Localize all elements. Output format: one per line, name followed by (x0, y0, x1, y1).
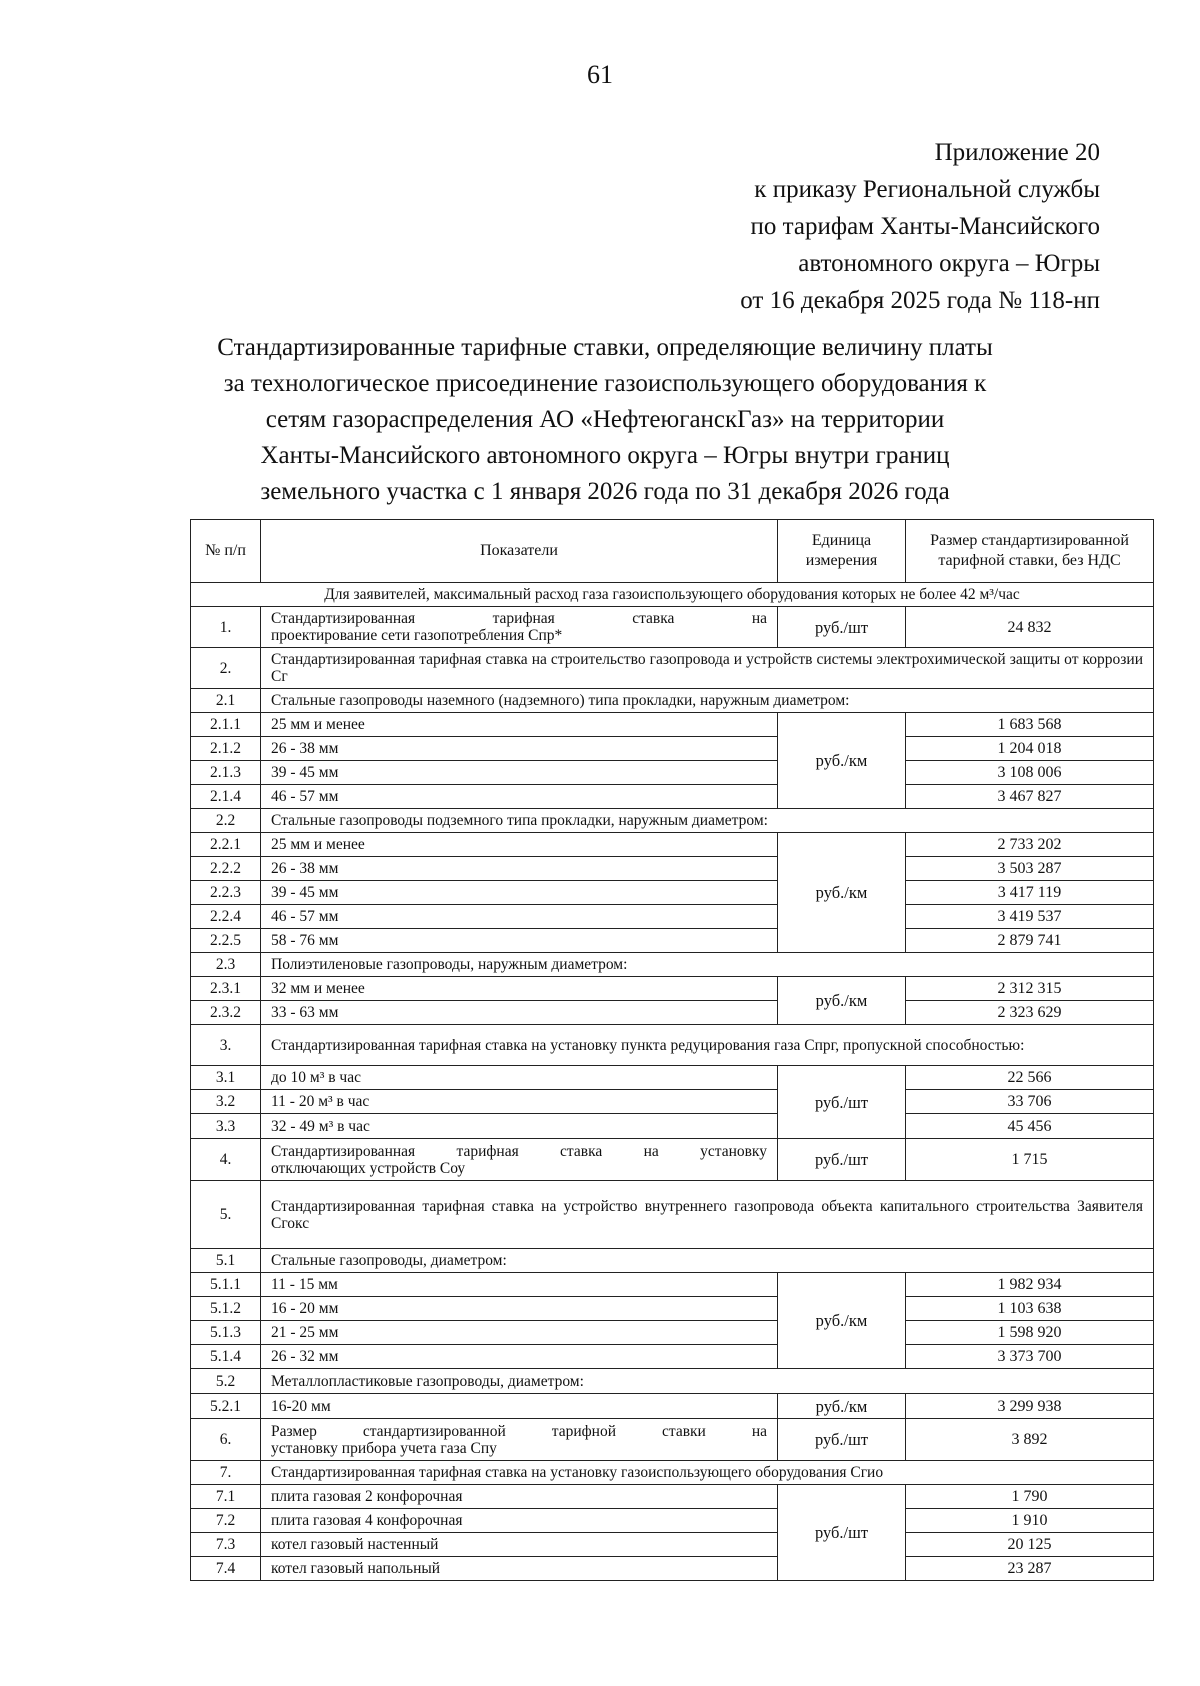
row-unit: руб./км (778, 1394, 906, 1419)
indicator-line: Размер стандартизированной тарифной ставки на (271, 1422, 767, 1440)
row-indicator: 16 - 20 мм (261, 1297, 778, 1321)
row-indicator: 33 - 63 мм (261, 1001, 778, 1025)
row-value: 3 419 537 (906, 905, 1154, 929)
row-unit: руб./км (778, 833, 906, 953)
indicator-line: Стандартизированная тарифная ставка на (271, 610, 767, 627)
indicator-line: Стандартизированная тарифная ставка на установку (271, 1142, 767, 1160)
header-unit (778, 520, 906, 583)
table-row (191, 977, 1154, 1001)
row-number: 6. (191, 1419, 261, 1461)
row-value: 2 312 315 (906, 977, 1154, 1001)
row-unit: руб./км (778, 977, 906, 1025)
row-value: 22 566 (906, 1066, 1154, 1090)
table-row (191, 881, 1154, 905)
row-indicator: котел газовый напольный (261, 1557, 778, 1581)
title-line: Ханты-Мансийского автономного округа – Югры внутри границ (260, 442, 950, 469)
row-value: 1 683 568 (906, 713, 1154, 737)
row-indicator: Стальные газопроводы, диаметром: (261, 1249, 1154, 1273)
row-value: 1 982 934 (906, 1273, 1154, 1297)
table-row (191, 857, 1154, 881)
appendix-line: от 16 декабря 2025 года № 118-нп (740, 287, 1100, 314)
row-indicator: 25 мм и менее (261, 713, 778, 737)
row-unit: руб./шт (778, 1419, 906, 1461)
row-indicator (261, 1139, 778, 1181)
row-number: 2.1.4 (191, 785, 261, 809)
row-number: 2.1 (191, 689, 261, 713)
table-row (191, 1533, 1154, 1557)
row-indicator: 26 - 32 мм (261, 1345, 778, 1369)
row-indicator: 16-20 мм (261, 1394, 778, 1419)
indicator-line: проектирование сети газопотребления Cпр* (271, 627, 563, 644)
row-number: 2.3 (191, 953, 261, 977)
table-row (191, 1321, 1154, 1345)
row-value: 3 503 287 (906, 857, 1154, 881)
row-indicator: 26 - 38 мм (261, 857, 778, 881)
table-row (191, 1297, 1154, 1321)
table-row (191, 1001, 1154, 1025)
row-number: 7. (191, 1461, 261, 1485)
row-number: 5. (191, 1181, 261, 1249)
row-value: 33 706 (906, 1090, 1154, 1114)
table-row (191, 1181, 1154, 1249)
table-row (191, 607, 1154, 648)
row-value: 1 103 638 (906, 1297, 1154, 1321)
row-value: 1 790 (906, 1485, 1154, 1509)
row-indicator: 11 - 20 м³ в час (261, 1090, 778, 1114)
row-unit: руб./шт (778, 1139, 906, 1181)
appendix-line: автономного округа – Югры (798, 250, 1100, 277)
row-indicator: до 10 м³ в час (261, 1066, 778, 1090)
row-indicator: 32 мм и менее (261, 977, 778, 1001)
table-row (191, 713, 1154, 737)
row-indicator: Стальные газопроводы подземного типа прокладки, наружным диаметром: (261, 809, 1154, 833)
row-indicator: 26 - 38 мм (261, 737, 778, 761)
table-row (191, 761, 1154, 785)
row-value: 3 467 827 (906, 785, 1154, 809)
document-title (150, 330, 1060, 510)
row-number: 2.1.1 (191, 713, 261, 737)
row-value: 3 108 006 (906, 761, 1154, 785)
row-number: 2.3.1 (191, 977, 261, 1001)
title-line: земельного участка с 1 января 2026 года по 31 декабря 2026 года (260, 478, 950, 505)
row-indicator: плита газовая 4 конфорочная (261, 1509, 778, 1533)
table-row (191, 905, 1154, 929)
table-row (191, 1461, 1154, 1485)
row-number: 7.2 (191, 1509, 261, 1533)
row-number: 7.3 (191, 1533, 261, 1557)
indicator-line: отключающих устройств Cоу (271, 1159, 466, 1177)
table-row (191, 1249, 1154, 1273)
table-row (191, 1485, 1154, 1509)
row-number: 2.2.4 (191, 905, 261, 929)
row-value: 3 299 938 (906, 1394, 1154, 1419)
row-value: 24 832 (906, 607, 1154, 648)
header-value-line: Размер стандартизированной (930, 532, 1129, 549)
table-row (191, 1114, 1154, 1139)
table-row (191, 737, 1154, 761)
row-indicator: Стандартизированная тарифная ставка на установку пункта редуцирования газа Cпрг, пропускной способностью: (261, 1025, 1154, 1066)
header-unit-line: измерения (805, 552, 878, 569)
row-number: 5.1.2 (191, 1297, 261, 1321)
row-indicator (261, 1419, 778, 1461)
row-number: 5.1.1 (191, 1273, 261, 1297)
row-unit: руб./км (778, 1273, 906, 1369)
header-indicator: Показатели (261, 520, 778, 583)
row-number: 2.2.1 (191, 833, 261, 857)
row-value: 45 456 (906, 1114, 1154, 1139)
row-number: 2.1.2 (191, 737, 261, 761)
table-row (191, 689, 1154, 713)
row-number: 2.2.2 (191, 857, 261, 881)
row-unit: руб./шт (778, 1485, 906, 1581)
header-num: № п/п (191, 520, 261, 583)
row-number: 2.2 (191, 809, 261, 833)
row-number: 2. (191, 648, 261, 689)
row-unit: руб./км (778, 713, 906, 809)
row-number: 3. (191, 1025, 261, 1066)
table-row (191, 833, 1154, 857)
table-row (191, 809, 1154, 833)
page-number: 61 (587, 60, 613, 89)
row-number: 3.1 (191, 1066, 261, 1090)
row-number: 2.3.2 (191, 1001, 261, 1025)
row-unit: руб./шт (778, 1066, 906, 1139)
table-row (191, 953, 1154, 977)
table-row (191, 1394, 1154, 1419)
row-indicator: плита газовая 2 конфорочная (261, 1485, 778, 1509)
row-indicator: Стандартизированная тарифная ставка на устройство внутреннего газопровода объекта капитального строительства Заявителя Cгокс (261, 1181, 1154, 1249)
row-indicator: котел газовый настенный (261, 1533, 778, 1557)
row-number: 2.1.3 (191, 761, 261, 785)
table-row (191, 1345, 1154, 1369)
row-value: 1 910 (906, 1509, 1154, 1533)
row-indicator: 39 - 45 мм (261, 881, 778, 905)
row-value: 20 125 (906, 1533, 1154, 1557)
group-caption: Для заявителей, максимальный расход газа газоиспользующего оборудования которых не более 42 м³/час (191, 583, 1154, 607)
row-indicator: 25 мм и менее (261, 833, 778, 857)
row-indicator: 11 - 15 мм (261, 1273, 778, 1297)
row-value: 3 417 119 (906, 881, 1154, 905)
row-value: 3 373 700 (906, 1345, 1154, 1369)
row-number: 4. (191, 1139, 261, 1181)
row-value: 2 733 202 (906, 833, 1154, 857)
table-row (191, 1273, 1154, 1297)
row-value: 1 715 (906, 1139, 1154, 1181)
header-value-line: тарифной ставки, без НДС (938, 552, 1121, 569)
row-indicator: 32 - 49 м³ в час (261, 1114, 778, 1139)
table-row (191, 1139, 1154, 1181)
indicator-line: установку прибора учета газа Cпу (271, 1439, 497, 1457)
table-row (191, 1369, 1154, 1394)
row-number: 7.4 (191, 1557, 261, 1581)
row-unit: руб./шт (778, 607, 906, 648)
table-row (191, 1066, 1154, 1090)
row-value: 2 879 741 (906, 929, 1154, 953)
appendix-block (740, 134, 1100, 319)
row-indicator: Стандартизированная тарифная ставка на установку газоиспользующего оборудования Cгио (261, 1461, 1154, 1485)
row-indicator: 21 - 25 мм (261, 1321, 778, 1345)
table-row (191, 648, 1154, 689)
appendix-line: по тарифам Ханты-Мансийского (750, 213, 1100, 240)
title-line: Стандартизированные тарифные ставки, определяющие величину платы (217, 334, 993, 361)
row-indicator: 39 - 45 мм (261, 761, 778, 785)
row-number: 3.2 (191, 1090, 261, 1114)
row-number: 1. (191, 607, 261, 648)
row-value: 2 323 629 (906, 1001, 1154, 1025)
appendix-line: к приказу Региональной службы (754, 176, 1100, 203)
row-number: 3.3 (191, 1114, 261, 1139)
row-indicator: 58 - 76 мм (261, 929, 778, 953)
table-row (191, 1509, 1154, 1533)
row-number: 5.1 (191, 1249, 261, 1273)
table-header-row (191, 520, 1154, 583)
row-number: 5.1.3 (191, 1321, 261, 1345)
row-indicator: Металлопластиковые газопроводы, диаметром: (261, 1369, 1154, 1394)
row-indicator: 46 - 57 мм (261, 785, 778, 809)
group-row (191, 583, 1154, 607)
row-number: 7.1 (191, 1485, 261, 1509)
table-row (191, 785, 1154, 809)
row-indicator: Стальные газопроводы наземного (надземного) типа прокладки, наружным диаметром: (261, 689, 1154, 713)
title-line: сетям газораспределения АО «НефтеюганскГаз» на территории (265, 406, 945, 433)
appendix-line: Приложение 20 (934, 139, 1100, 166)
header-value (906, 520, 1154, 583)
row-number: 5.2.1 (191, 1394, 261, 1419)
row-indicator: 46 - 57 мм (261, 905, 778, 929)
tariff-table (190, 519, 1154, 1581)
row-number: 2.2.5 (191, 929, 261, 953)
table-row (191, 1090, 1154, 1114)
table-row (191, 1419, 1154, 1461)
row-number: 5.2 (191, 1369, 261, 1394)
title-line: за технологическое присоединение газоиспользующего оборудования к (223, 370, 987, 397)
row-value: 1 204 018 (906, 737, 1154, 761)
row-value: 3 892 (906, 1419, 1154, 1461)
row-number: 5.1.4 (191, 1345, 261, 1369)
row-indicator: Полиэтиленовые газопроводы, наружным диаметром: (261, 953, 1154, 977)
header-unit-line: Единица (811, 532, 872, 549)
row-number: 2.2.3 (191, 881, 261, 905)
row-value: 23 287 (906, 1557, 1154, 1581)
table-row (191, 929, 1154, 953)
table-row (191, 1557, 1154, 1581)
table-row (191, 1025, 1154, 1066)
row-indicator (261, 607, 778, 648)
row-value: 1 598 920 (906, 1321, 1154, 1345)
row-indicator: Стандартизированная тарифная ставка на строительство газопровода и устройств системы электрохимической защиты от коррозии Cг (261, 648, 1154, 689)
